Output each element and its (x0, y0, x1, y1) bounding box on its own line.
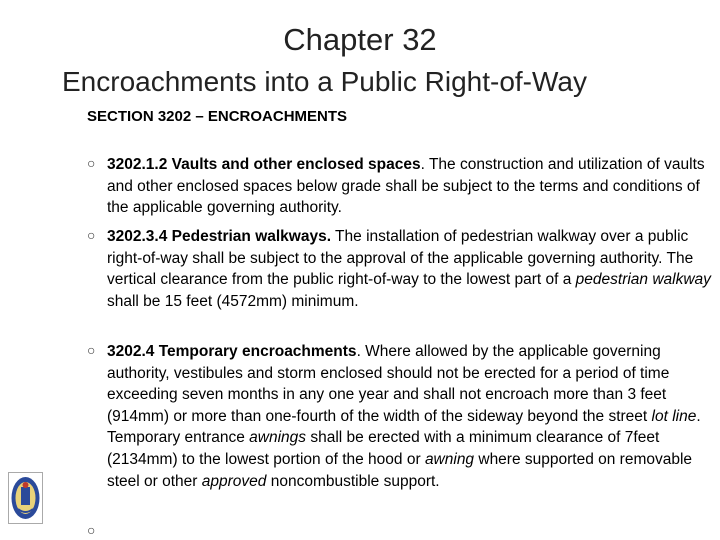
item-text: where supported on removable steel or other (107, 450, 693, 490)
list-item (107, 341, 712, 492)
item-text: The installation of pedestrian walkway over a public right-of-way shall be subject to the approval of the applicable governing authority. The vertical clearance from the public right-of-way to the lowest part of a (107, 228, 694, 289)
item-heading: 3202.4 Temporary encroachments (107, 343, 357, 360)
chapter-subtitle: Encroachments into a Public Right-of-Way (62, 66, 587, 97)
massachusetts-seal-logo (8, 472, 43, 524)
italic-term: approved (201, 472, 267, 490)
bullet-icon: ○ (87, 342, 96, 358)
item-text: . Temporary entrance (107, 407, 701, 447)
list-item (107, 226, 712, 312)
section-heading: SECTION 3202 – ENCROACHMENTS (87, 108, 348, 125)
italic-term: pedestrian walkway (575, 271, 711, 289)
bullet-icon: ○ (87, 522, 96, 538)
italic-term: awning (424, 450, 475, 468)
item-heading: 3202.1.2 Vaults and other enclosed spaces (107, 156, 421, 173)
item-text: noncombustible support. (266, 472, 440, 490)
italic-term: lot line (651, 407, 697, 425)
chapter-title: Chapter 32 (283, 22, 437, 57)
list-item (107, 154, 712, 219)
item-heading: 3202.3.4 Pedestrian walkways. (107, 228, 332, 245)
item-text: shall be erected with a minimum clearance of 7feet (2134mm) to the lowest portion of the hood or (107, 429, 660, 468)
item-text: shall be 15 feet (4572mm) minimum. (107, 292, 359, 310)
item-text: . The construction and utilization of vaults and other enclosed spaces below grade shall be subject to the terms and conditions of the applicable governing authority. (107, 156, 705, 217)
item-text: . Where allowed by the applicable governing authority, vestibules and storm enclosed should not be erected for a period of time exceeding seven months in any one year and shall not encroach more than 3 feet (914mm) or more than one-fourth of the width of the sideway beyond the street (107, 343, 670, 425)
bullet-icon: ○ (87, 155, 96, 171)
italic-term: awnings (249, 429, 307, 447)
bullet-icon: ○ (87, 227, 96, 243)
